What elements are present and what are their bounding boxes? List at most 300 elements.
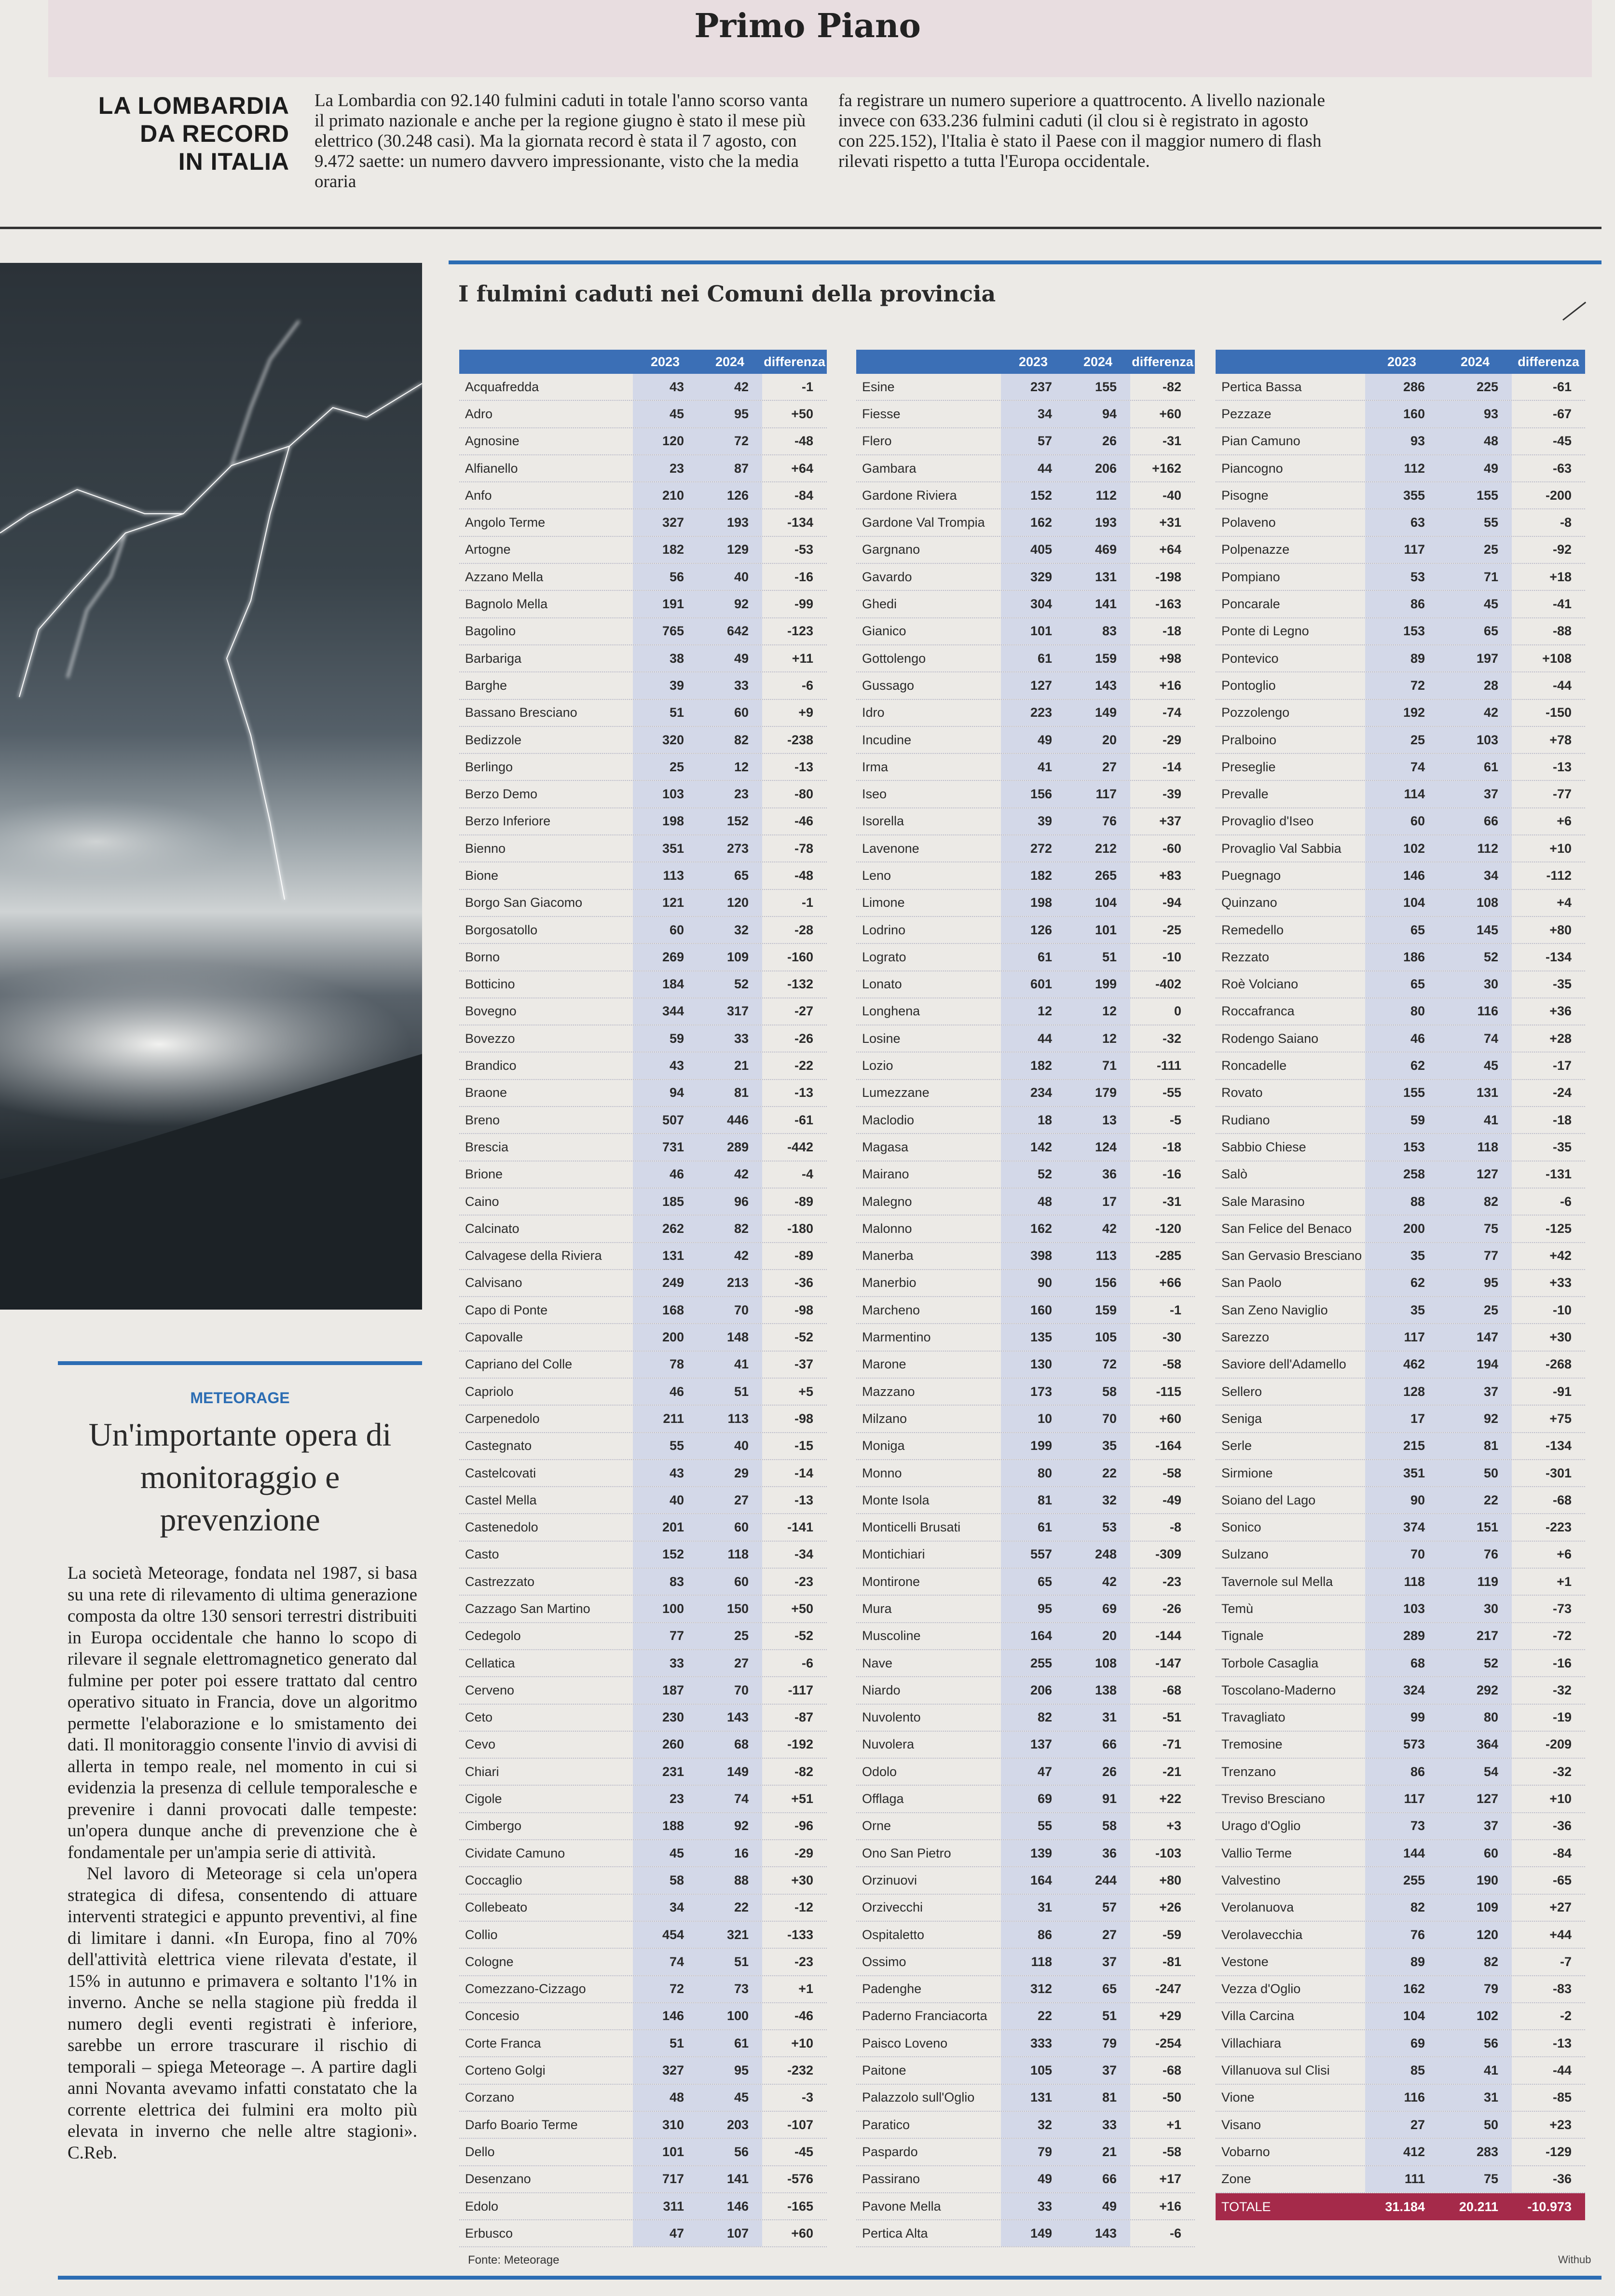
table-row [856,1107,1195,1134]
comune-name: Offlaga [862,1791,904,1806]
table-row [1216,1080,1585,1107]
value-2023: 56 [633,564,698,590]
table-row [856,1732,1195,1759]
value-2023: 312 [1001,1976,1066,2002]
value-2023: 117 [1365,1786,1438,1812]
value-2024: 25 [1438,1297,1512,1323]
table-row [459,1107,827,1134]
comune-name: Muscoline [862,1628,921,1643]
value-2023: 191 [633,591,698,617]
value-2024: 193 [1066,509,1130,535]
value-2024: 32 [1066,1487,1130,1513]
value-2023: 117 [1365,1324,1438,1350]
comune-name: Berzo Demo [465,787,538,802]
value-2024: 102 [1438,2003,1512,2029]
table-row [1216,700,1585,727]
comune-name: San Felice del Benaco [1221,1221,1352,1236]
table-row [856,2166,1195,2193]
value-2023: 258 [1365,1162,1438,1188]
value-2024: 72 [1066,1352,1130,1378]
table-row [1216,1189,1585,1216]
comune-name: Borgo San Giacomo [465,895,583,910]
value-2024: 80 [1438,1705,1512,1731]
comune-name: Mura [862,1601,892,1616]
value-2024: 77 [1438,1243,1512,1269]
value-2024: 94 [1066,401,1130,427]
value-2023: 111 [1365,2166,1438,2192]
value-difference: -80 [794,787,813,802]
value-difference: +22 [1159,1791,1181,1806]
table-row [856,591,1195,618]
value-2024: 642 [698,618,762,644]
value-2023: 72 [1365,672,1438,698]
comune-name: Zone [1221,2172,1251,2187]
table-row [459,1569,827,1596]
comune-name: Barghe [465,678,507,693]
table-row [1216,401,1585,428]
value-2024: 52 [1438,1650,1512,1676]
value-difference: +64 [1159,542,1181,557]
value-difference: -44 [1552,678,1572,693]
intro-headline [58,92,289,176]
value-difference: -192 [787,1737,813,1752]
comune-name: Cividate Camuno [465,1845,565,1860]
table-row [856,1867,1195,1894]
value-difference: +31 [1159,515,1181,530]
table-row [856,700,1195,727]
comune-name: Villachiara [1221,2036,1282,2050]
value-difference: -32 [1162,1031,1181,1046]
comune-name: Villa Carcina [1221,2009,1295,2023]
value-2023: 355 [1365,482,1438,508]
table-row [459,591,827,618]
comune-name: Esine [862,379,895,394]
comune-name: Dello [465,2144,495,2159]
table-row [459,1270,827,1297]
value-2023: 99 [1365,1705,1438,1731]
value-2024: 45 [698,2085,762,2111]
table-row [1216,2057,1585,2084]
value-difference: +16 [1159,2199,1181,2214]
value-difference: -13 [794,1492,813,1507]
value-2023: 101 [633,2139,698,2165]
comune-name: Quinzano [1221,895,1277,910]
value-2024: 364 [1438,1732,1512,1758]
table-row [459,2030,827,2057]
comune-name: Collebeato [465,1900,528,1915]
comune-name: Sirmione [1221,1465,1273,1480]
value-2024: 107 [698,2220,762,2246]
table-row [459,917,827,944]
value-2024: 33 [1066,2112,1130,2138]
value-2024: 71 [1438,564,1512,590]
value-difference: -13 [1552,759,1572,774]
value-difference: +60 [791,2226,813,2241]
value-2024: 60 [698,700,762,726]
value-difference: +50 [791,1601,813,1616]
value-2024: 112 [1066,482,1130,508]
table-row [459,1895,827,1922]
value-difference: -63 [1552,461,1572,476]
value-difference: +1 [1166,2117,1181,2132]
value-2023: 398 [1001,1243,1066,1269]
value-2023: 39 [1001,808,1066,834]
table-row [856,509,1195,536]
value-2023: 74 [1365,754,1438,780]
comune-name: Castenedolo [465,1520,538,1535]
value-difference: -21 [1162,1764,1181,1779]
value-2024: 289 [698,1134,762,1160]
value-difference: -98 [794,1302,813,1317]
value-difference: -26 [794,1031,813,1046]
comune-name: Pompiano [1221,569,1280,584]
value-2024: 149 [698,1759,762,1785]
comune-name: Puegnago [1221,868,1281,883]
value-2024: 87 [698,455,762,481]
value-2024: 61 [1438,754,1512,780]
value-difference: -134 [1545,949,1572,964]
value-2023: 40 [633,1487,698,1513]
value-2024: 127 [1438,1162,1512,1188]
table-row [459,2139,827,2166]
value-2023: 44 [1001,455,1066,481]
value-2023: 86 [1001,1922,1066,1948]
table-row [856,2003,1195,2030]
value-2023: 405 [1001,537,1066,563]
value-2023: 41 [1001,754,1066,780]
comune-name: Bienno [465,841,506,856]
value-2023: 160 [1365,401,1438,427]
comune-name: Angolo Terme [465,515,546,530]
value-2023: 146 [633,2003,698,2029]
comune-name: Gargnano [862,542,920,557]
value-2023: 90 [1001,1270,1066,1296]
table-row [856,1352,1195,1379]
comune-name: Bagnolo Mella [465,597,548,612]
comune-name: Maclodio [862,1112,915,1127]
comune-name: Vione [1221,2090,1255,2105]
value-2024: 22 [1438,1487,1512,1513]
value-difference: -50 [1162,2090,1181,2105]
comune-name: San Paolo [1221,1275,1282,1290]
value-2024: 131 [1066,564,1130,590]
comune-name: Flero [862,434,892,449]
value-difference: -163 [1155,597,1181,612]
comune-name: Poncarale [1221,597,1280,612]
value-2024: 95 [698,401,762,427]
value-2023: 142 [1001,1134,1066,1160]
value-difference: -125 [1545,1221,1572,1236]
comune-name: Brescia [465,1139,509,1154]
value-2023: 61 [1001,944,1066,970]
table-row [459,1080,827,1107]
value-2024: 42 [1438,700,1512,726]
comune-name: Collio [465,1927,498,1942]
value-2024: 109 [1438,1895,1512,1921]
value-2023: 85 [1365,2057,1438,2083]
comune-name: Sulzano [1221,1547,1269,1562]
value-2024: 138 [1066,1677,1130,1703]
value-difference: +29 [1159,2009,1181,2023]
table-row [1216,835,1585,862]
comune-name: Castelcovati [465,1465,536,1480]
value-2024: 37 [1066,1949,1130,1975]
value-2023: 121 [633,890,698,916]
value-difference: -59 [1162,1927,1181,1942]
comune-name: Malegno [862,1194,912,1209]
value-2023: 717 [633,2166,698,2192]
value-difference: -18 [1552,1112,1572,1127]
value-2023: 344 [633,998,698,1025]
value-2024: 41 [1438,2057,1512,2083]
value-difference: +108 [1542,651,1572,666]
value-2023: 89 [1365,1949,1438,1975]
value-2024: 179 [1066,1080,1130,1106]
comune-name: Irma [862,759,888,774]
value-difference: -6 [801,1655,813,1670]
value-2023: 43 [633,1052,698,1079]
table-row [856,998,1195,1025]
table-row [1216,1542,1585,1569]
value-2023: 144 [1365,1840,1438,1866]
value-2023: 65 [1365,971,1438,998]
value-2024: 75 [1438,1216,1512,1242]
value-2023: 139 [1001,1840,1066,1866]
value-2023: 184 [633,971,698,998]
value-2024: 27 [1066,754,1130,780]
table-row [459,700,827,727]
column-header: 2024 [1460,354,1490,369]
value-difference: -160 [787,949,813,964]
table-row [1216,455,1585,482]
value-2023: 200 [633,1324,698,1350]
value-2023: 200 [1365,1216,1438,1242]
value-2024: 145 [1438,917,1512,943]
table-row [1216,2112,1585,2139]
table-row [459,998,827,1025]
value-2024: 119 [1438,1569,1512,1595]
value-2024: 40 [698,564,762,590]
table-row [459,672,827,699]
value-2024: 143 [1066,2220,1130,2246]
value-difference: -268 [1545,1357,1572,1372]
comune-name: Orne [862,1818,891,1833]
value-2023: 304 [1001,591,1066,617]
value-2023: 120 [633,428,698,454]
comune-name: Capo di Ponte [465,1302,548,1317]
comune-name: Cedegolo [465,1628,521,1643]
value-difference: -92 [1552,542,1572,557]
value-difference: -39 [1162,787,1181,802]
table-row [856,2030,1195,2057]
value-2023: 68 [1365,1650,1438,1676]
comune-name: Limone [862,895,905,910]
column-header: 2023 [1018,354,1048,369]
comune-name: Pezzaze [1221,406,1272,421]
value-difference: -99 [794,597,813,612]
comune-name: Paderno Franciacorta [862,2009,987,2023]
comune-name: Soiano del Lago [1221,1492,1316,1507]
value-2023: 100 [633,1596,698,1622]
table-row [856,564,1195,591]
value-difference: +30 [1549,1330,1572,1345]
value-2024: 206 [1066,455,1130,481]
table-row [856,1650,1195,1677]
section-title: Primo Piano [694,7,921,45]
table-row [856,1786,1195,1813]
value-2024: 61 [698,2030,762,2056]
comune-name: Pisogne [1221,488,1269,503]
column-header: differenza [1132,354,1193,369]
value-2024: 17 [1066,1189,1130,1215]
comune-name: Edolo [465,2199,499,2214]
comune-name: Bagolino [465,624,516,639]
value-2023: 103 [1365,1596,1438,1622]
comune-name: Sale Marasino [1221,1194,1305,1209]
comune-name: Isorella [862,814,904,829]
value-2024: 108 [1438,890,1512,916]
table-column [1216,350,1585,2220]
table-row [1216,2166,1585,2193]
value-2023: 351 [633,835,698,861]
table-row [1216,537,1585,564]
value-2024: 143 [1066,672,1130,698]
table-row [1216,374,1585,401]
value-2023: 59 [1365,1107,1438,1133]
table-row [459,564,827,591]
comune-name: Castel Mella [465,1492,537,1507]
value-difference: -13 [794,1085,813,1100]
value-2024: 82 [1438,1189,1512,1215]
value-2024: 156 [1066,1270,1130,1296]
value-difference: +28 [1549,1031,1572,1046]
value-2023: 34 [633,1895,698,1921]
value-difference: -232 [787,2063,813,2078]
value-difference: -16 [794,569,813,584]
table-row [856,1514,1195,1541]
comune-name: Artogne [465,542,511,557]
value-difference: -98 [794,1411,813,1426]
value-2023: 81 [1001,1487,1066,1513]
value-2023: 182 [633,537,698,563]
comune-name: San Gervasio Bresciano [1221,1248,1362,1263]
comune-name: Remedello [1221,922,1284,937]
value-2024: 31 [1438,2085,1512,2111]
value-2024: 73 [698,1976,762,2002]
table-row [1216,1840,1585,1867]
value-2023: 155 [1365,1080,1438,1106]
value-2024: 42 [698,1162,762,1188]
value-2024: 113 [1066,1243,1130,1269]
comune-name: Preseglie [1221,759,1276,774]
value-2024: 213 [698,1270,762,1296]
value-difference: -1 [1169,1302,1181,1317]
comune-name: Malonno [862,1221,912,1236]
comune-name: Iseo [862,787,887,802]
comune-name: Pertica Bassa [1221,379,1302,394]
value-2023: 33 [633,1650,698,1676]
value-difference: -133 [787,1927,813,1942]
value-difference: -61 [794,1112,813,1127]
comune-name: Monte Isola [862,1492,930,1507]
table-rule [449,260,1601,264]
value-2024: 155 [1066,374,1130,400]
table-row [856,1189,1195,1216]
value-2024: 45 [1438,1052,1512,1079]
value-difference: +30 [791,1872,813,1887]
value-2024: 58 [1066,1813,1130,1839]
table-row [459,1922,827,1949]
table-row [856,1134,1195,1161]
value-2024: 21 [698,1052,762,1079]
table-row [1216,1976,1585,2003]
table-row [1216,998,1585,1025]
intro-text-col2: fa registrare un numero superiore a quattrocento. A livello nazionale invece con 633.236 fulmini caduti (il clou si è registrato in agosto con 225.152), l'Italia è stato il Paese con il maggior numero di flash rilevati rispetto a tutta l'Europa occidentale. [838,91,1325,171]
value-2024: 212 [1066,835,1130,861]
comune-name: Sabbio Chiese [1221,1139,1306,1154]
value-difference: +44 [1549,1927,1572,1942]
value-2023: 507 [633,1107,698,1133]
value-difference: -8 [1169,1520,1181,1535]
value-difference: -53 [794,542,813,557]
comune-name: Moniga [862,1438,905,1453]
comune-name: Nuvolento [862,1710,921,1725]
value-2023: 269 [633,944,698,970]
table-row [459,1052,827,1080]
value-2024: 32 [698,917,762,943]
value-2024: 193 [698,509,762,535]
value-2023: 104 [1365,2003,1438,2029]
value-2023: 55 [1001,1813,1066,1839]
table-row [459,401,827,428]
table-row [459,781,827,808]
value-2023: 43 [633,374,698,400]
value-2024: 48 [1438,428,1512,454]
value-2024: 116 [1438,998,1512,1025]
comune-name: Gardone Riviera [862,488,957,503]
value-2023: 153 [1365,1134,1438,1160]
value-difference: -10.973 [1527,2199,1572,2214]
value-2024: 317 [698,998,762,1025]
value-difference: +16 [1159,678,1181,693]
table-row [1216,1867,1585,1894]
value-difference: -23 [794,1954,813,1969]
table-row [856,1840,1195,1867]
comune-name: Montirone [862,1574,920,1589]
comune-name: Leno [862,868,891,883]
value-2024: 33 [698,1025,762,1052]
value-2024: 12 [1066,998,1130,1025]
value-difference: -72 [1552,1628,1572,1643]
table-row [459,1949,827,1976]
value-2023: 86 [1365,591,1438,617]
value-difference: -7 [1560,1954,1572,1969]
comune-name: Bovezzo [465,1031,515,1046]
value-2024: 51 [1066,944,1130,970]
table-row [856,2085,1195,2112]
value-2023: 152 [1001,482,1066,508]
value-difference: +78 [1549,732,1572,747]
value-2024: 149 [1066,700,1130,726]
value-difference: -23 [1162,1574,1181,1589]
value-2024: 37 [1438,1379,1512,1405]
comune-name: Borgosatollo [465,922,538,937]
value-2023: 17 [1365,1406,1438,1432]
table-row [856,645,1195,672]
table-row [459,1243,827,1270]
comune-name: Roccafranca [1221,1004,1295,1019]
comune-name: Mazzano [862,1384,915,1399]
